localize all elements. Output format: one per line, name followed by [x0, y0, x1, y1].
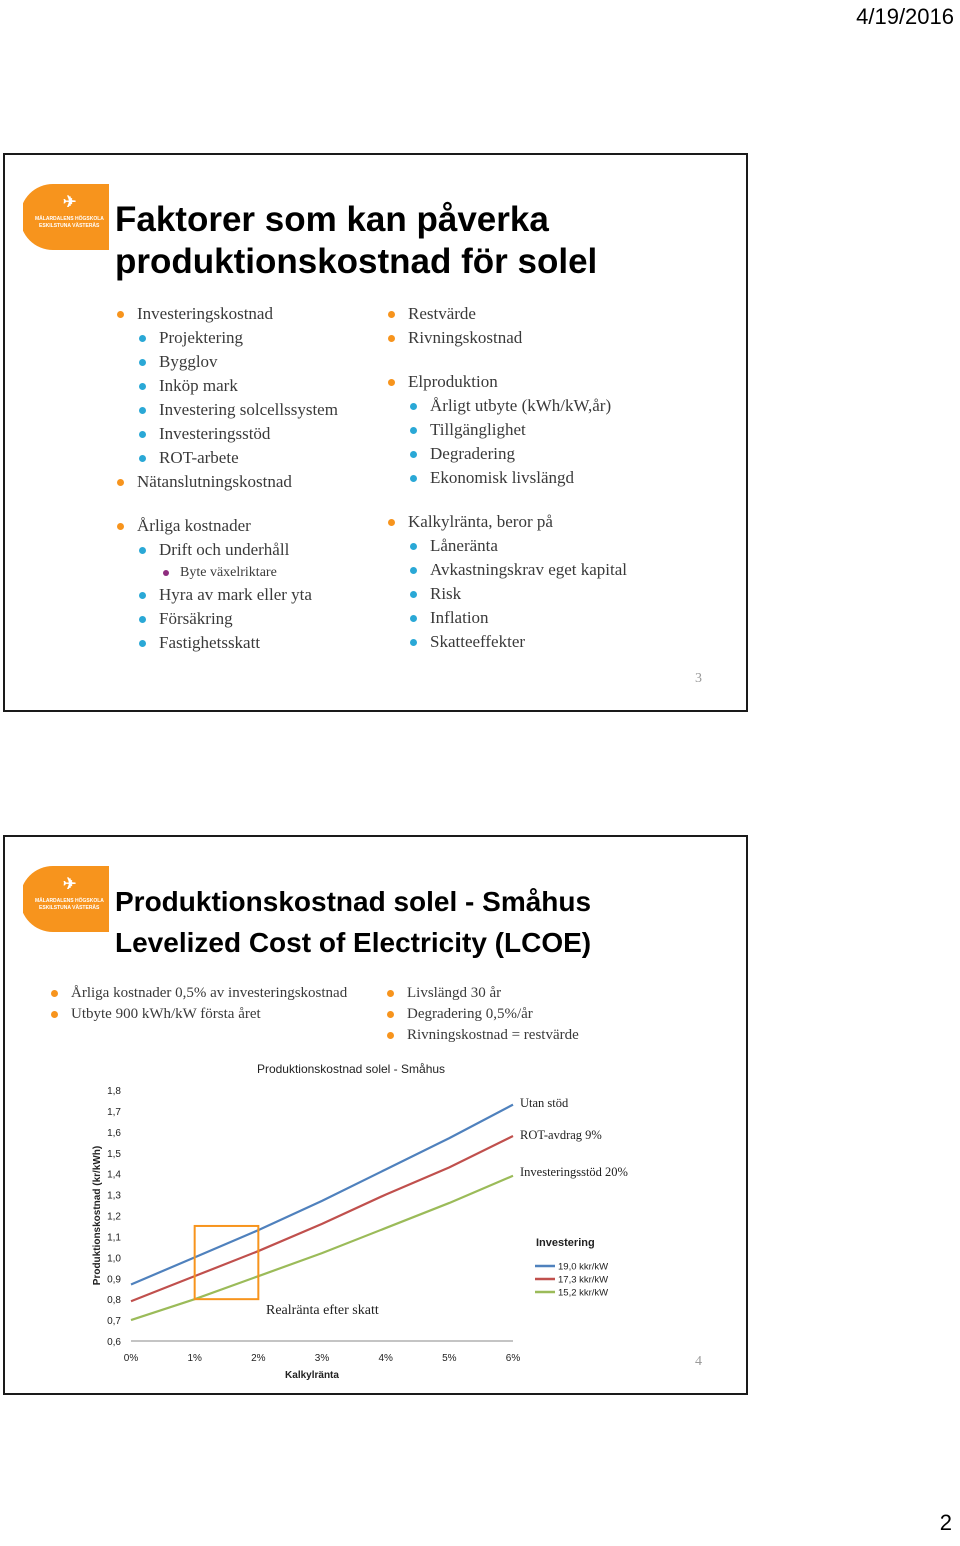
bullet-item-level-2: Låneränta	[386, 534, 627, 558]
series-line-1	[131, 1105, 513, 1285]
bullet-item-level-1: Elproduktion	[386, 370, 627, 394]
y-tick-label: 1,8	[107, 1086, 121, 1097]
slide-number: 3	[695, 671, 702, 686]
y-tick-label: 0,7	[107, 1316, 121, 1328]
y-tick-label: 1,1	[107, 1232, 121, 1244]
bullet-item-level-2: Tillgänglighet	[386, 418, 627, 442]
legend-entry: 17,3 kkr/kW	[558, 1274, 609, 1286]
bullet-item-level-2: Hyra av mark eller yta	[115, 583, 338, 607]
bullet-item-level-2: Risk	[386, 582, 627, 606]
list-spacer	[386, 350, 627, 370]
series-end-label: ROT-avdrag 9%	[520, 1128, 602, 1142]
slide-4	[3, 835, 748, 1395]
lcoe-chart	[5, 837, 746, 1393]
x-tick-label: 3%	[314, 1353, 330, 1364]
series-line-2	[131, 1136, 513, 1301]
bullet-item-level-2: Inflation	[386, 606, 627, 630]
svg-text:MÄLARDALENS HÖGSKOLA: MÄLARDALENS HÖGSKOLA	[35, 216, 104, 222]
bullet-item-level-2: Skatteeffekter	[386, 630, 627, 654]
x-tick-label: 5%	[442, 1353, 457, 1364]
svg-text:ESKILSTUNA VÄSTERÅS: ESKILSTUNA VÄSTERÅS	[39, 905, 100, 911]
left-bullet-list	[115, 302, 338, 655]
svg-text:✈: ✈	[63, 876, 77, 893]
bullet-item-level-2: Avkastningskrav eget kapital	[386, 558, 627, 582]
bullet-item-level-2: Drift och underhåll	[115, 538, 338, 562]
bullet-item-level-2: Bygglov	[115, 350, 338, 374]
list-spacer	[386, 490, 627, 510]
page-number: 2	[939, 1510, 952, 1535]
x-axis-label: Kalkylränta	[285, 1370, 339, 1381]
bullet-item-level-2: Årligt utbyte (kWh/kW,år)	[386, 394, 627, 418]
bullet-item-level-1: Investeringskostnad	[115, 302, 338, 326]
assumption-item: Årliga kostnader 0,5% av investeringskostnad	[49, 983, 347, 1004]
x-tick-label: 4%	[378, 1353, 393, 1364]
series-end-label: Investeringsstöd 20%	[520, 1165, 628, 1179]
series-line-3	[131, 1176, 513, 1320]
x-tick-label: 6%	[505, 1353, 521, 1364]
y-tick-label: 1,5	[107, 1148, 121, 1160]
title-line-2: produktionskostnad för solel	[115, 242, 598, 281]
legend-entry: 19,0 kkr/kW	[558, 1261, 609, 1273]
slide-number: 4	[695, 1354, 702, 1369]
title-line-1: Faktorer som kan påverka	[115, 200, 549, 239]
bullet-item-level-2: Projektering	[115, 326, 338, 350]
chart-title: Produktionskostnad solel - Småhus	[256, 1062, 446, 1076]
bullet-item-level-2: Investeringsstöd	[115, 422, 338, 446]
legend-entry: 15,2 kkr/kW	[558, 1287, 609, 1299]
annotation-label: Realränta efter skatt	[266, 1303, 379, 1318]
bullet-item-level-2: Ekonomisk livslängd	[386, 466, 627, 490]
title-line-1: Produktionskostnad solel - Småhus	[115, 886, 592, 917]
legend-title: Investering	[536, 1237, 595, 1249]
y-tick-label: 0,9	[107, 1274, 121, 1286]
right-bullet-list	[386, 302, 627, 654]
bullet-item-level-1: Restvärde	[386, 302, 627, 326]
x-tick-label: 1%	[187, 1353, 202, 1364]
document-date: 4/19/2016	[856, 4, 954, 29]
assumption-item: Utbyte 900 kWh/kW första året	[49, 1004, 347, 1025]
y-tick-label: 1,7	[107, 1106, 121, 1118]
svg-text:✈: ✈	[63, 194, 77, 211]
bullet-item-level-1: Rivningskostnad	[386, 326, 627, 350]
bullet-item-level-2: Inköp mark	[115, 374, 338, 398]
bullet-item-level-3: Byte växelriktare	[115, 562, 338, 583]
y-axis-label: Produktionskostnad (kr/kWh)	[92, 1145, 103, 1286]
y-tick-label: 1,0	[107, 1253, 121, 1265]
bullet-item-level-2: Degradering	[386, 442, 627, 466]
slide-title	[115, 199, 597, 283]
y-tick-label: 0,8	[107, 1295, 121, 1307]
assumption-item: Livslängd 30 år	[385, 983, 579, 1004]
series-end-label: Utan stöd	[520, 1096, 569, 1110]
x-tick-label: 0%	[123, 1353, 139, 1364]
y-tick-label: 1,6	[107, 1127, 121, 1139]
assumption-item: Rivningskostnad = restvärde	[385, 1025, 579, 1046]
bullet-item-level-2: Försäkring	[115, 607, 338, 631]
bullet-item-level-2: Fastighetsskatt	[115, 631, 338, 655]
y-tick-label: 1,4	[107, 1169, 121, 1181]
title-line-2: Levelized Cost of Electricity (LCOE)	[115, 927, 592, 958]
bullet-item-level-2: ROT-arbete	[115, 446, 338, 470]
y-tick-label: 1,2	[107, 1211, 121, 1223]
y-tick-label: 0,6	[107, 1337, 121, 1348]
bullet-item-level-1: Nätanslutningskostnad	[115, 470, 338, 494]
slide-3	[3, 153, 748, 712]
assumption-item: Degradering 0,5%/år	[385, 1004, 579, 1025]
svg-text:MÄLARDALENS HÖGSKOLA: MÄLARDALENS HÖGSKOLA	[35, 898, 104, 904]
bullet-item-level-1: Kalkylränta, beror på	[386, 510, 627, 534]
x-tick-label: 2%	[251, 1353, 266, 1364]
university-logo-icon	[23, 180, 113, 254]
bullet-item-level-1: Årliga kostnader	[115, 514, 338, 538]
svg-text:ESKILSTUNA VÄSTERÅS: ESKILSTUNA VÄSTERÅS	[39, 223, 100, 229]
list-spacer	[115, 494, 338, 514]
bullet-item-level-2: Investering solcellssystem	[115, 398, 338, 422]
y-tick-label: 1,3	[107, 1190, 121, 1202]
